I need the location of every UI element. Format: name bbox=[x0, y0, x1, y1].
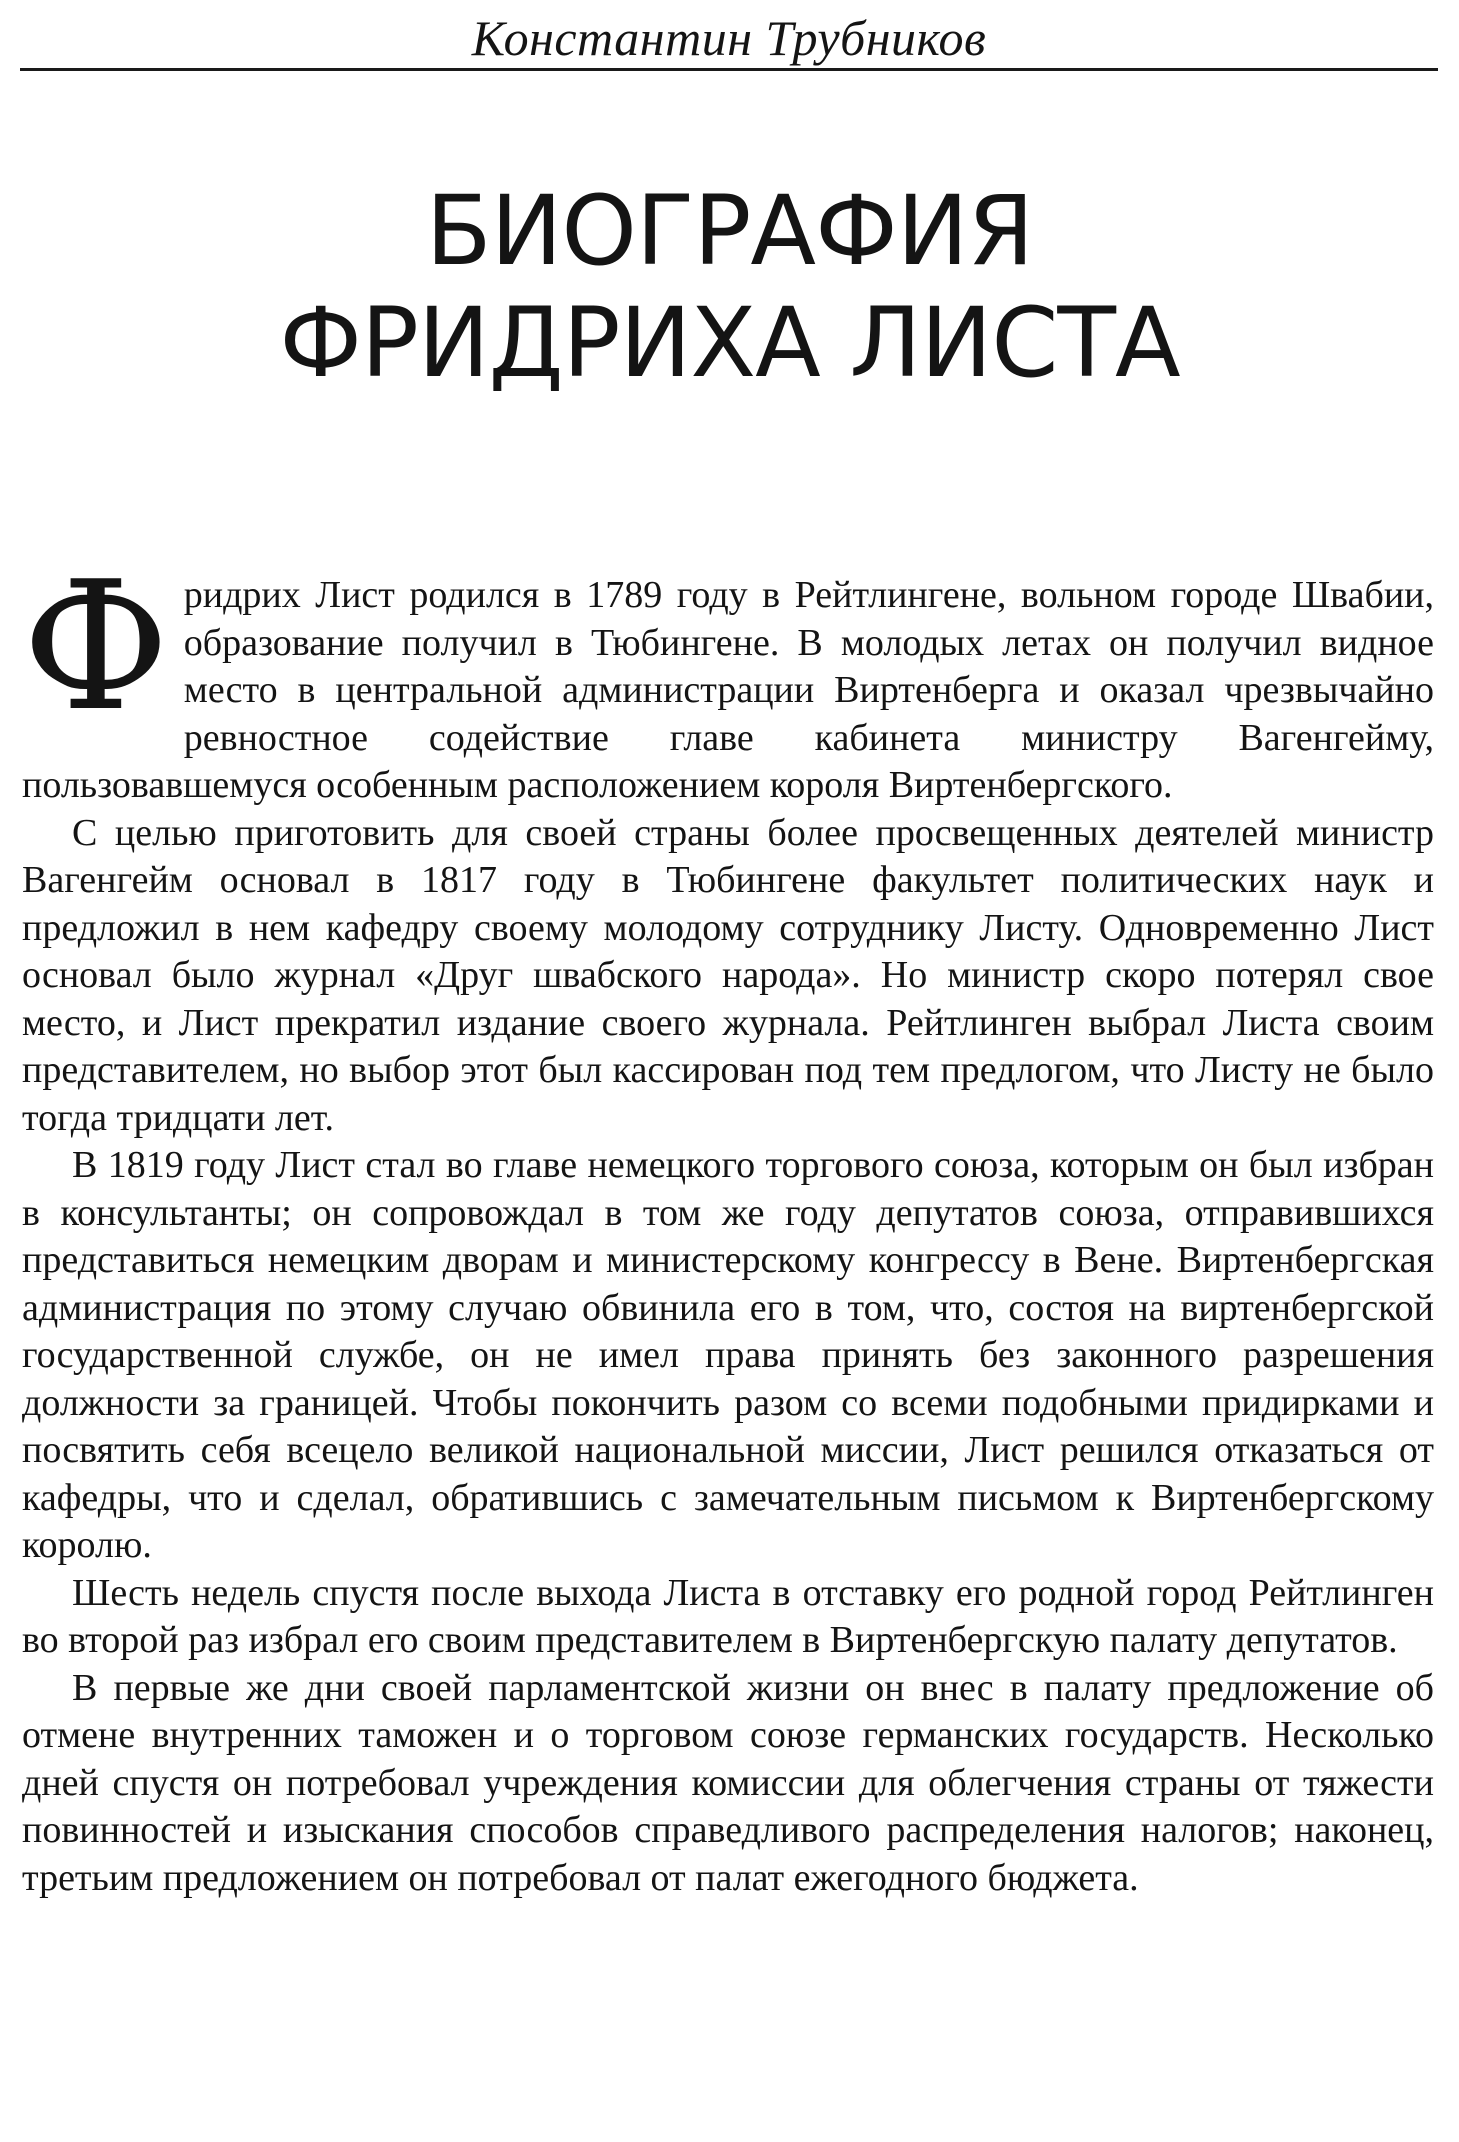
paragraph-1 bbox=[22, 543, 1434, 810]
header-rule bbox=[20, 68, 1438, 71]
paragraph-4: Шесть недель спустя после выхода Листа в отставку его родной город Рейтлинген во второй раз избрал его своим представителем в Виртенбергскую палату депутатов. bbox=[22, 1571, 1434, 1661]
paragraph-1-text: ридрих Лист родился в 1789 году в Рейтлингене, вольном городе Швабии, образование получил в Тюбингене. В молодых летах он получил видное место в центральной администрации Виртенберга и оказал чрезвычайно ревностное содействие главе кабинета министру Вагенгейму, пользовавшемуся особенным расположением короля Виртенбергского. bbox=[22, 574, 1434, 806]
paragraph-3: В 1819 году Лист стал во главе немецкого торгового союза, которым он был избран в консультанты; он сопровождал в том же году депутатов союза, отправившихся представиться немецким дворам и министерскому конгрессу в Вене. Виртенбергская администрация по этому случаю обвинила его в том, что, состоя на виртенбергской государственной службе, он не имел права принять без законного разрешения должности за границей. Чтобы покончить разом со всеми подобными придирками и посвятить себя всецело великой национальной миссии, Лист решился отказаться от кафедры, что и сделал, обратившись с замечательным письмом к Виртенбергскому королю. bbox=[22, 1144, 1434, 1566]
chapter-title-line-2: ФРИДРИХА ЛИСТА bbox=[279, 287, 1180, 399]
paragraph-2: С целью приготовить для своей страны более просвещенных деятелей министр Вагенгейм основал в 1817 году в Тюбингене факультет политических наук и предложил в нем кафедру своему молодому сотруднику Листу. Одновременно Лист основал было журнал «Друг швабского народа». Но министр скоро потерял свое место, и Лист прекратил издание своего журнала. Рейтлинген выбрал Листа своим представителем, но выбор этот был кассирован под тем предлогом, что Листу не было тогда тридцати лет. bbox=[22, 811, 1434, 1139]
paragraph-5: В первые же дни своей парламентской жизни он внес в палату предложение об отмене внутренних таможен и о торговом союзе германских государств. Несколько дней спустя он потребовал учреждения комиссии для облегчения страны от тяжести повинностей и изыскания способов справедливого распределения налогов; наконец, третьим предложением он потребовал от палат ежегодного бюджета. bbox=[22, 1666, 1434, 1899]
running-head-author: Константин Трубников bbox=[471, 10, 987, 66]
drop-cap: Ф bbox=[22, 543, 170, 750]
body-text bbox=[22, 543, 1434, 1902]
chapter-title-line-1: БИОГРАФИЯ bbox=[425, 175, 1034, 287]
chapter-title bbox=[0, 175, 1459, 399]
